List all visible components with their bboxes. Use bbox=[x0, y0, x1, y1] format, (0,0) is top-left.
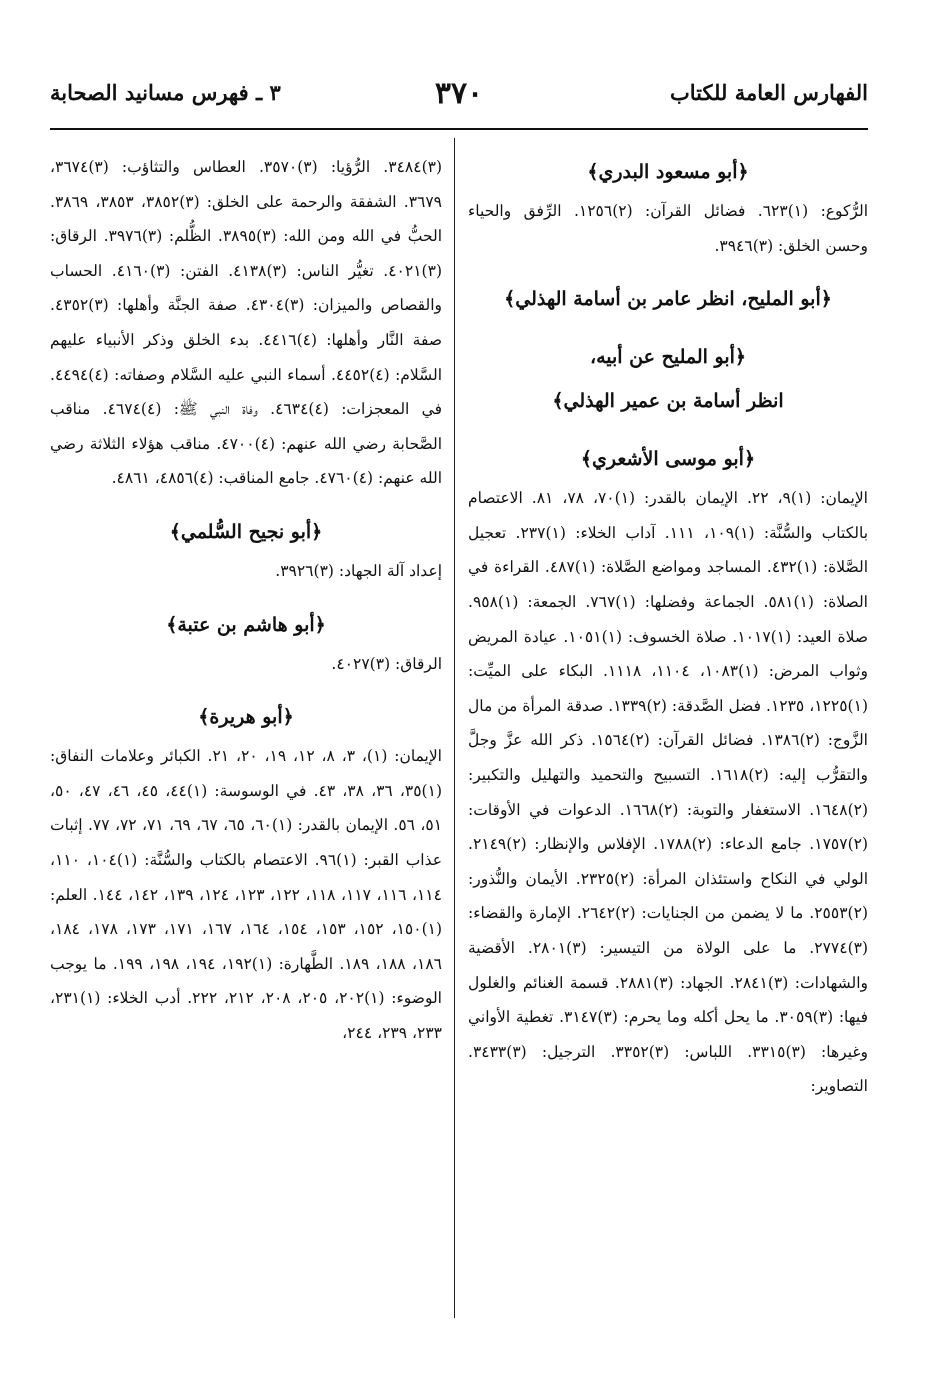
index-entries: إعداد آلة الجهاد: (٣)٣٩٢٦. bbox=[275, 561, 442, 580]
header-rule bbox=[50, 128, 868, 130]
companion-heading: ﴿أبو المليح عن أبيه، bbox=[589, 346, 747, 369]
companion-heading: ﴿أبو نجيح السُّلمي﴾ bbox=[169, 520, 323, 543]
companion-heading: ﴿أبو هاشم بن عتبة﴾ bbox=[166, 613, 326, 636]
page-header bbox=[50, 76, 868, 120]
index-entries: الإيمان: (١)، ٣، ٨، ١٢، ١٩، ٢٠، ٢١. الكبائر وعلامات النفاق: (١)٣٥، ٣٦، ٣٨، ٤٣. في الوسوسة: (١)٤٤، ٤٥، ٤٦، ٤٧، ٥٠، ٥١، ٥٦. الإيمان بالقدر: (١)٦٠، ٦٥، ٦٧، ٦٩، ٧١، ٧٢، ٧٧. إثبات عذاب القبر: (١)٩٦. الاعتصام بالكتاب والسُّنَّة: (١)١٠٤، ١١٠، ١١٤، ١١٦، ١١٧، ١١٨، ١٢٢، ١٢٣، ١٢٤، ١٣٩، ١٤٢، ١٤٤. العلم: (١)١٥٠، ١٥٢، ١٥٣، ١٥٤، ١٦٤، ١٦٧، ١٧١، ١٧٣، ١٧٨، ١٨٤، ١٨٦، ١٨٨، ١٨٩. الطَّهارة: (١)١٩٢، ١٩٤، ١٩٨، ١٩٩. ما يوجب الوضوء: (١)٢٠٢، ٢٠٥، ٢٠٨، ٢١٢، ٢٢٢. أدب الخلاء: (١)٢٣١، ٢٣٣، ٢٣٩، ٢٤٤، bbox=[50, 747, 443, 1042]
companion-heading: ﴿أبو المليح، انظر عامر بن أسامة الهذلي﴾ bbox=[504, 288, 832, 311]
index-entries: (٣)٣٤٨٤. الرُّؤيا: (٣)٣٥٧٠. العطاس والتثاؤب: (٣)٣٦٧٤، ٣٦٧٩. الشفقة والرحمة على الخلق: (٣)٣٨٥٢، ٣٨٥٣، ٣٨٦٩. الحبُّ في الله ومن الله: (٣)٣٨٩٥. الظُّلم: (٣)٣٩٧٦. الرقاق: (٣)٤٠٢١. تغيُّر الناس: (٣)٤١٣٨. الفتن: (٣)٤١٦٠. الحساب والقصاص والميزان: (٣)٤٣٠٤. صفة الجنَّة وأهلها: (٣)٤٣٥٢. صفة النَّار وأهلها: (٤)٤٤١٦. بدء الخلق وذكر الأنبياء عليهم السَّلام: (٤)٤٤٥٢. أسماء النبي عليه السَّلام وصفاته: (٤)٤٤٩٤. في المعجزات: (٤)٤٦٣٤. وفاة النبي ﷺ: (٤)٤٦٧٤. مناقب الصَّحابة رضي الله عنهم: (٤)٤٧٠٠. مناقب هؤلاء الثلاثة رضي الله عنهم: (٤)٤٧٦٠. جامع المناقب: (٤)٤٨٥٦، ٤٨٦١. bbox=[50, 158, 443, 488]
index-entries: الرُّكوع: (١)٦٢٣. فضائل القرآن: (٢)١٢٥٦. الرِّفق والحياء وحسن الخلق: (٣)٣٩٤٦. bbox=[468, 202, 869, 255]
companion-heading: ﴿أبو مسعود البدري﴾ bbox=[587, 161, 749, 183]
left-column bbox=[50, 150, 442, 1050]
book-index-title: الفهارس العامة للكتاب bbox=[669, 80, 868, 105]
page-number: ٣٧٠ bbox=[434, 76, 484, 111]
companion-heading: ﴿أبو هريرة﴾ bbox=[198, 706, 294, 729]
section-title: ٣ ـ فهرس مسانيد الصحابة bbox=[50, 80, 281, 105]
index-entries: الإيمان: (١)٩، ٢٢. الإيمان بالقدر: (١)٧٠، ٧٨، ٨١. الاعتصام بالكتاب والسُّنَّة: (١)١٠٩، ١١١. آداب الخلاء: (١)٢٣٧. تعجيل الصَّلاة: (١)٤٣٢. المساجد ومواضع الصَّلاة: (١)٤٨٧. القراءة في الصلاة: (١)٥٨١. الجماعة وفضلها: (١)٧٦٧. الجمعة: (١)٩٥٨. صلاة العيد: (١)١٠١٧. صلاة الخسوف: (١)١٠٥١. عيادة المريض وثواب المرض: (١)١٠٨٣، ١١٠٤، ١١١٨. البكاء على الميِّت: (١)١٢٢٥، ١٢٣٥. فضل الصَّدقة: (٢)١٣٣٩. صدقة المرأة من مال الزَّوج: (٢)١٣٨٦. فضائل القرآن: (٢)١٥٦٤. ذكر الله عزَّ وجلَّ والتقرُّب إليه: (٢)١٦١٨. التسبيح والتحميد والتهليل والتكبير: (٢)١٦٤٨. الاستغفار والتوبة: (٢)١٦٦٨. الدعوات في الأوقات: (٢)١٧٥٧. جامع الدعاء: (٢)١٧٨٨. الإفلاس والإنظار: (٢)٢١٤٩. الولي في النكاح واستئذان المرأة: (٢)٢٣٢٥. الأيمان والنُّذور: (٢)٢٥٥٣. ما لا يضمن من الجنايات: (٢)٢٦٤٢. الإمارة والقضاء: (٣)٢٧٧٤. ما على الولاة من التيسير: (٣)٢٨٠١. الأقضية والشهادات: (٣)٢٨٤١. الجهاد: (٣)٢٨٨١. قسمة الغنائم والغلول فيها: (٣)٣٠٥٩. ما يحل أكله وما يحرم: (٣)٣١٤٧. تغطية الأواني وغيرها: (٣)٣٣١٥. اللباس: (٣)٣٣٥٢. الترجيل: (٣)٣٤٣٣. التصاوير: bbox=[468, 489, 869, 1096]
right-column bbox=[468, 150, 868, 1104]
companion-heading: انظر أسامة بن عمير الهذلي﴾ bbox=[552, 390, 784, 413]
column-divider bbox=[454, 138, 455, 1318]
index-entries: الرقاق: (٣)٤٠٢٧. bbox=[331, 654, 442, 673]
companion-heading: ﴿أبو موسى الأشعري﴾ bbox=[580, 448, 756, 471]
